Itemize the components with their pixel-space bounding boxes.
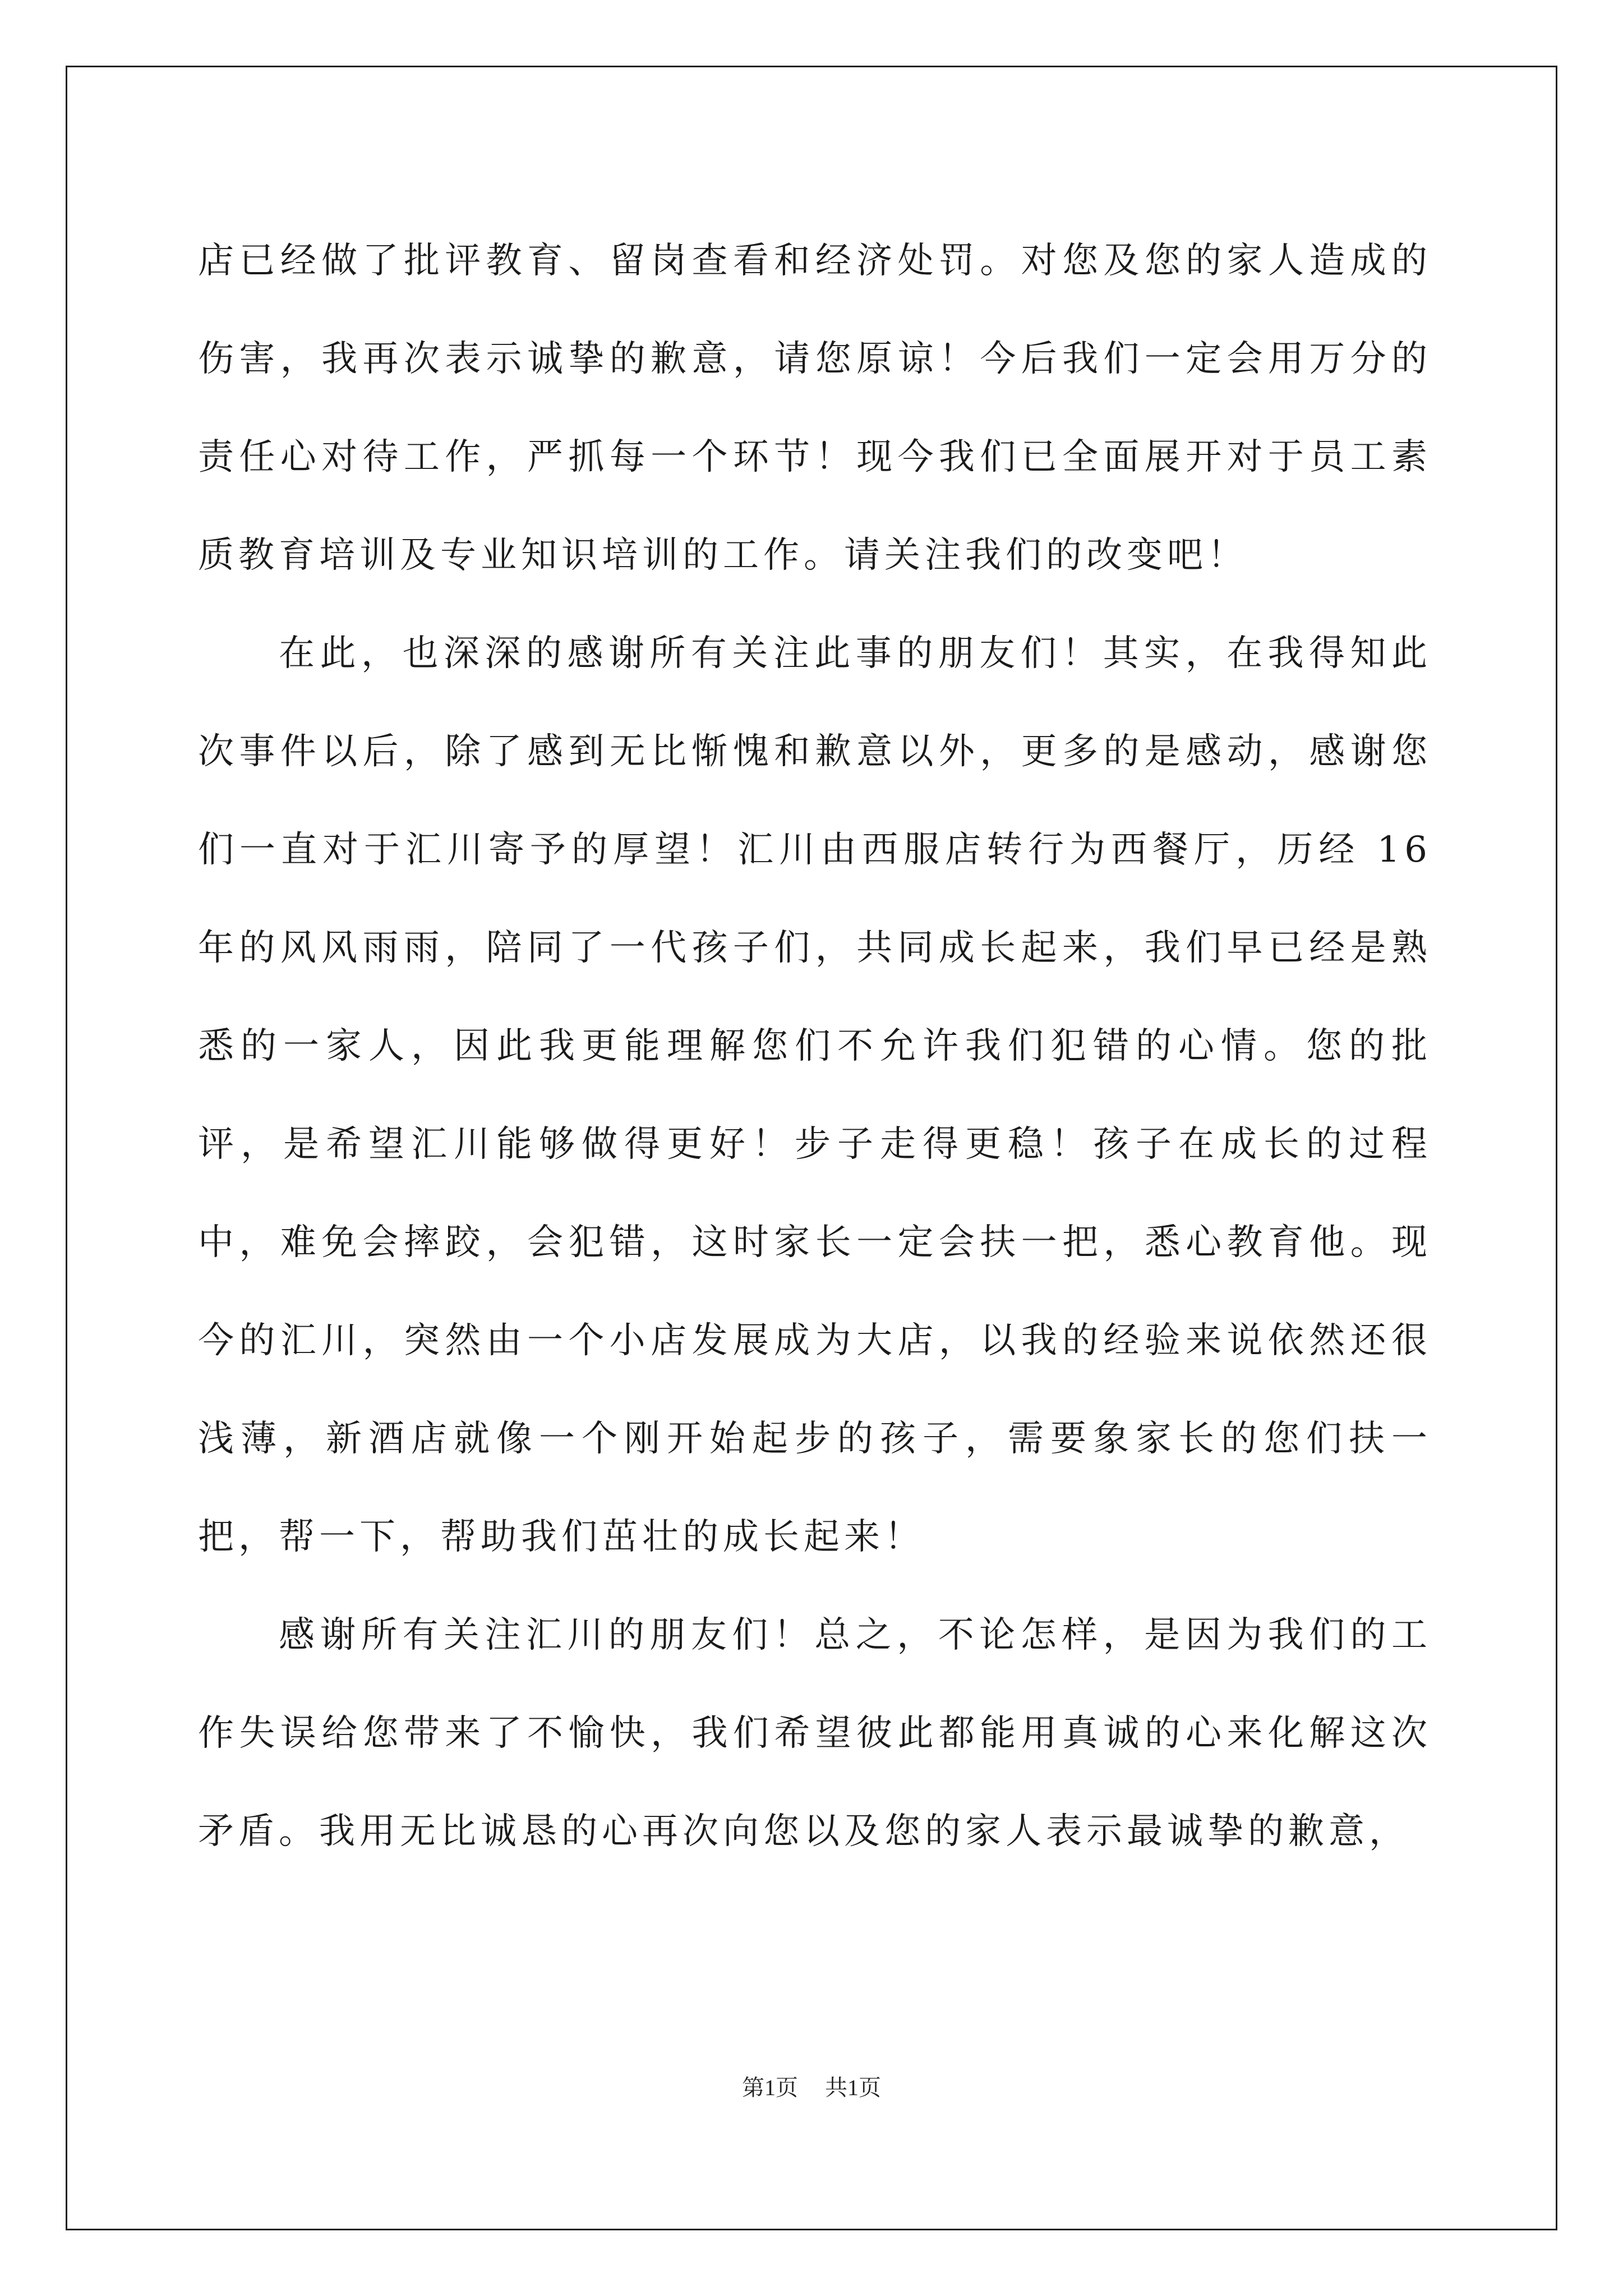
paragraph-1: 店已经做了批评教育、留岗查看和经济处罚。对您及您的家人造成的伤害，我再次表示诚挚的歉意，请您原谅！今后我们一定会用万分的责任心对待工作，严抓每一个环节！现今我们已全面展开对于员工素质教育培训及专业知识培训的工作。请关注我们的改变吧！	[198, 240, 1432, 576]
page-number-total: 共1页	[825, 2075, 881, 2100]
paragraph-3: 感谢所有关注汇川的朋友们！总之，不论怎样，是因为我们的工作失误给您带来了不愉快，我们希望彼此都能用真诚的心来化解这次矛盾。我用无比诚恳的心再次向您以及您的家人表示最诚挚的歉意，	[198, 1614, 1432, 1852]
paragraph-2: 在此，也深深的感谢所有关注此事的朋友们！其实，在我得知此次事件以后，除了感到无比惭愧和歉意以外，更多的是感动，感谢您们一直对于汇川寄予的厚望！汇川由西服店转行为西餐厅，历经 16 年的风风雨雨，陪同了一代孩子们，共同成长起来，我们早已经是熟悉的一家人，因此我更能理解您们不允许我们犯错的心情。您的批评，是希望汇川能够做得更好！步子走得更稳！孩子在成长的过程中，难免会摔跤，会犯错，这时家长一定会扶一把，悉心教育他。现今的汇川，突然由一个小店发展成为大店，以我的经验来说依然还很浅薄，新酒店就像一个刚开始起步的孩子，需要象家长的您们扶一把，帮一下，帮助我们茁壮的成长起来！	[198, 633, 1432, 1558]
page-number-current: 第1页	[742, 2075, 798, 2100]
document-body	[198, 212, 1432, 1881]
page-footer	[0, 2070, 1623, 2102]
